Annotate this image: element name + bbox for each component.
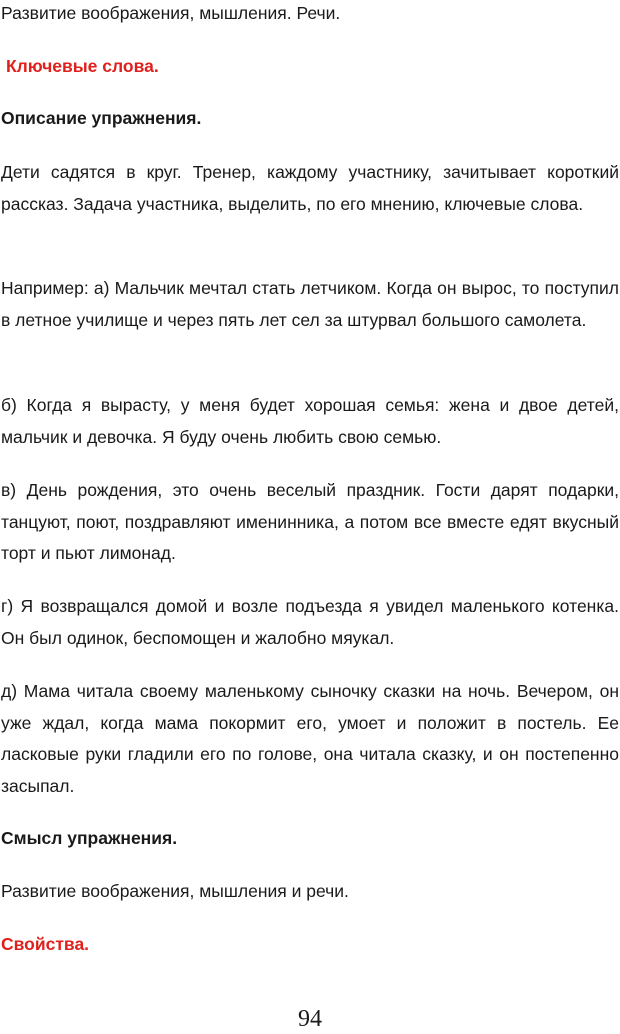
heading-meaning: Смысл упражнения.	[1, 828, 178, 848]
paragraph-example-b: б) Когда я вырасту, у меня будет хорошая семья: жена и двое детей, мальчик и девочка. Я буду очень любить свою семью.	[1, 395, 619, 447]
paragraph-meaning: Развитие воображения, мышления и речи.	[1, 881, 349, 901]
paragraph-example-v: в) День рождения, это очень веселый праздник. Гости дарят подарки, танцуют, поют, поздравляют именинника, а потом все вместе едят вкусный торт и пьют лимонад.	[1, 480, 619, 563]
paragraph-example-d: д) Мама читала своему маленькому сыночку сказки на ночь. Вечером, он уже ждал, когда мама покормит его, умоет и положит в постель. Ее ласковые руки гладили его по голове, она читала сказку, и он постепенно засыпал.	[1, 681, 619, 796]
page-number: 94	[298, 1006, 322, 1032]
heading-properties: Свойства.	[1, 934, 90, 954]
intro-line: Развитие воображения, мышления. Речи.	[1, 3, 341, 23]
paragraph-intro: Дети садятся в круг. Тренер, каждому участнику, зачитывает короткий рассказ. Задача участника, выделить, по его мнению, ключевые слова.	[1, 162, 619, 214]
paragraph-example-a: Например: а) Мальчик мечтал стать летчиком. Когда он вырос, то поступил в летное училище и через пять лет сел за штурвал большого самолета.	[1, 278, 619, 330]
paragraph-example-g: г) Я возвращался домой и возле подъезда я увидел маленького котенка. Он был одинок, беспомощен и жалобно мяукал.	[1, 596, 619, 648]
heading-keywords: Ключевые слова.	[6, 56, 159, 76]
heading-description: Описание упражнения.	[1, 108, 202, 128]
